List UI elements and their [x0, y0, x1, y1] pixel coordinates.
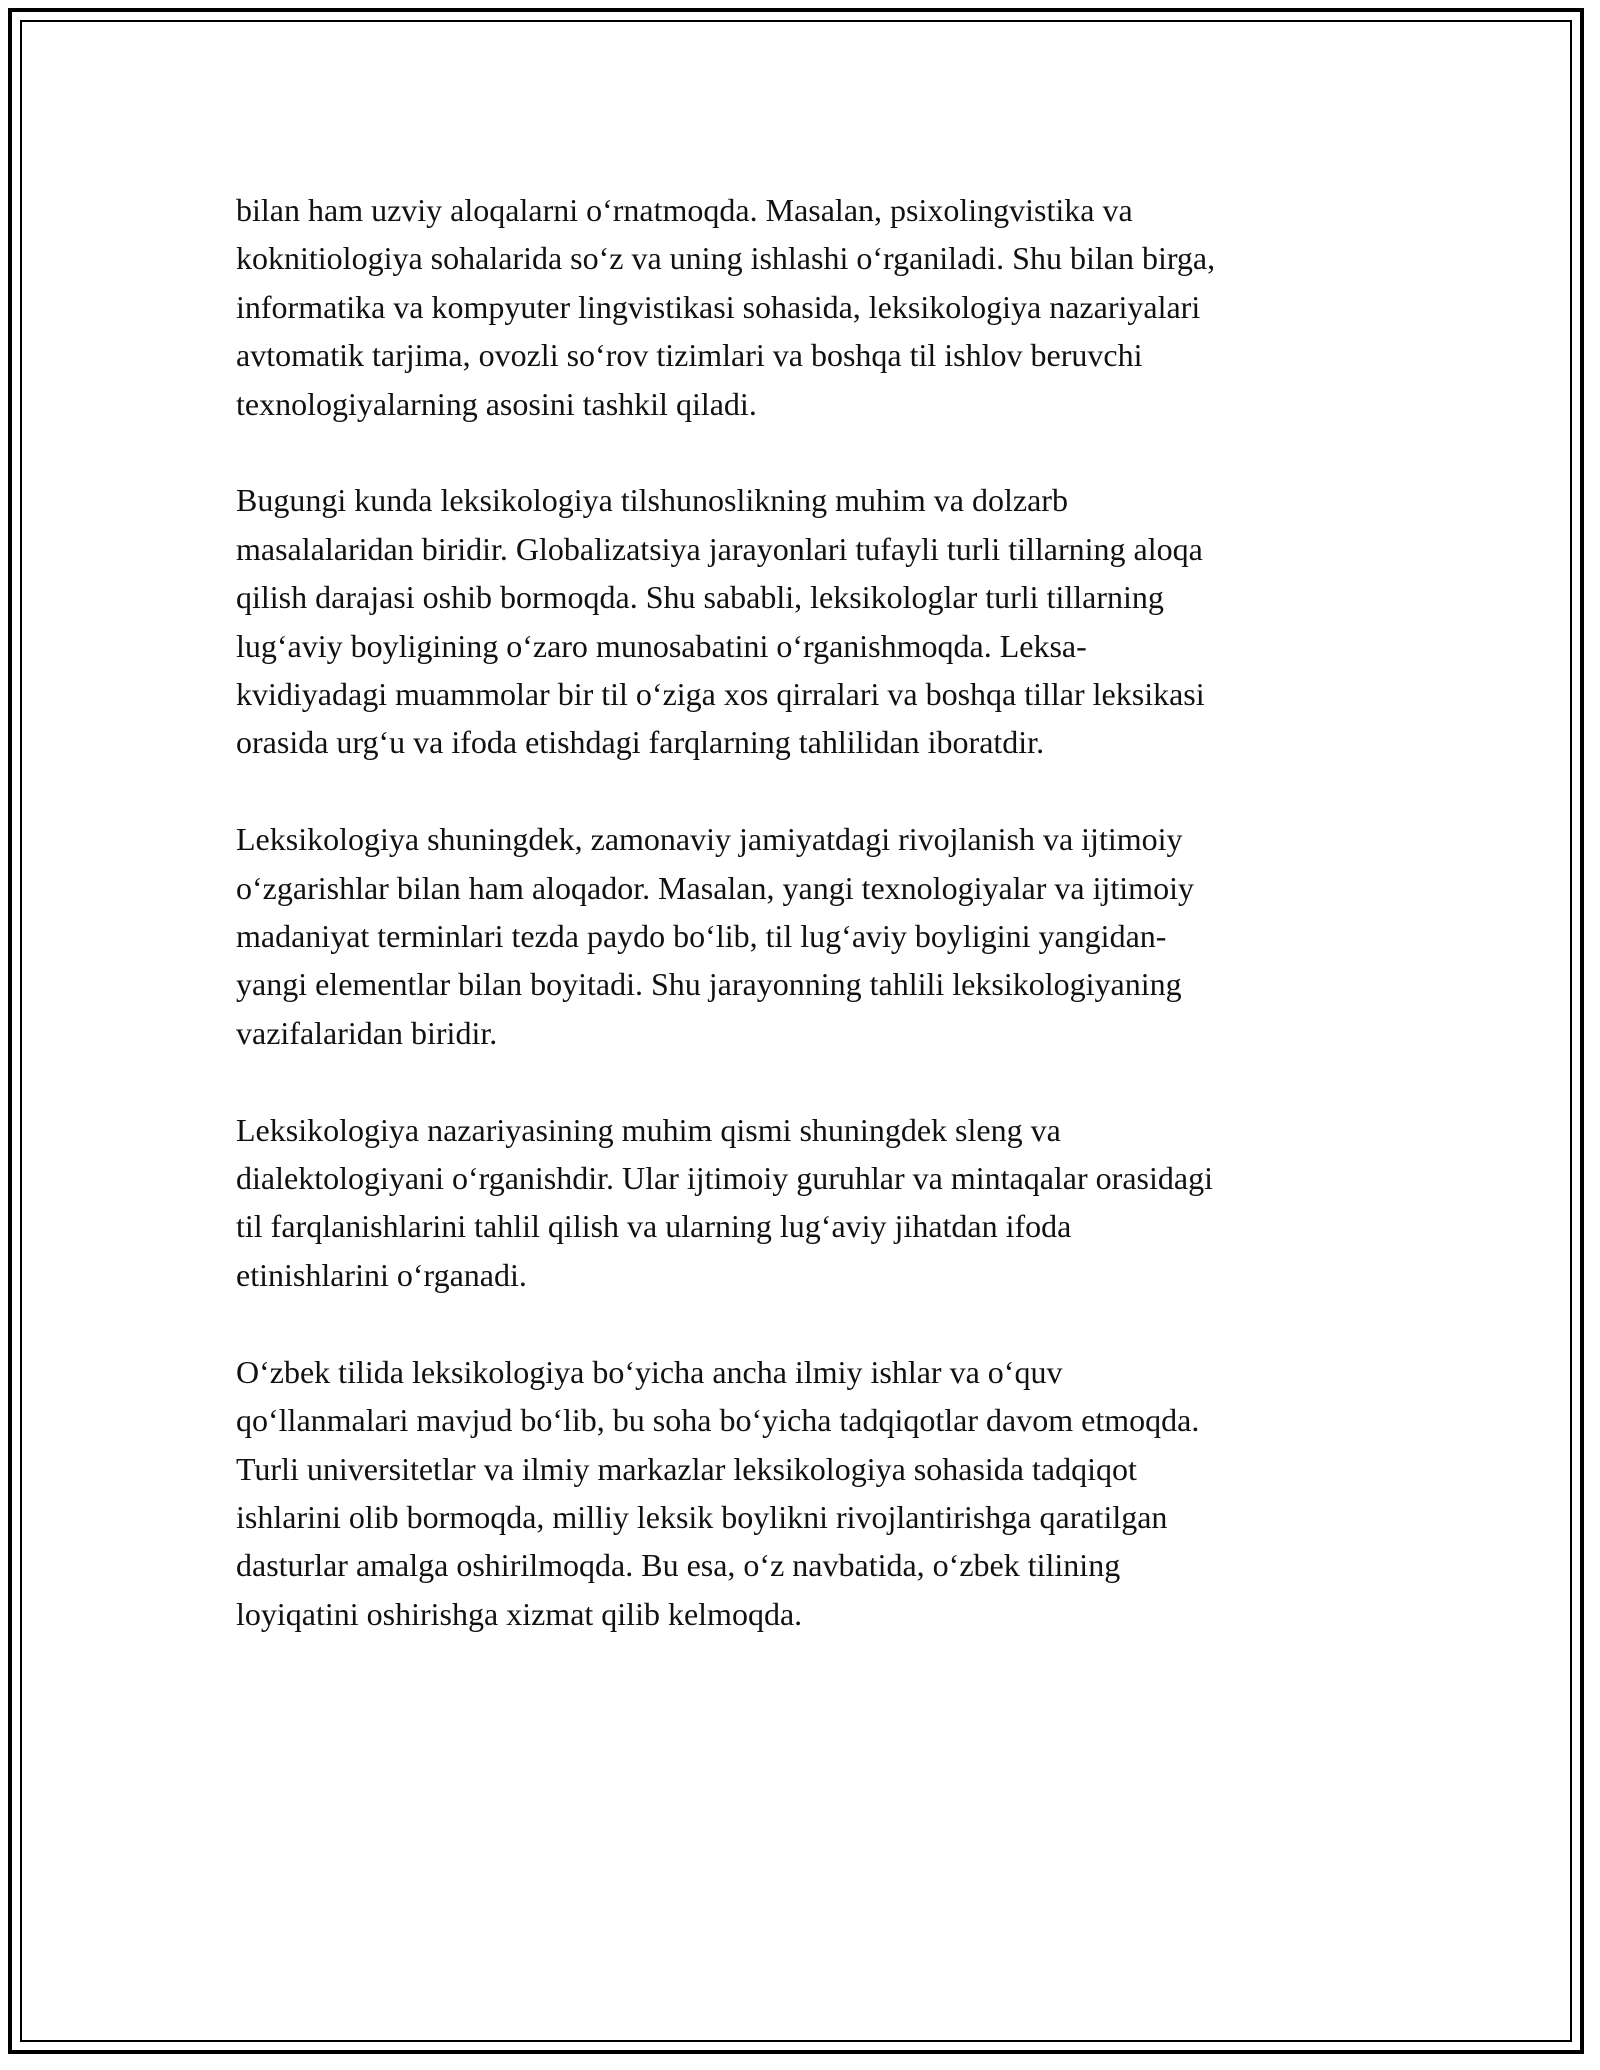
text-line: dasturlar amalga oshirilmoqda. Bu esa, oʻz navbatida, oʻzbek tilining [236, 1547, 1121, 1584]
text-line: qoʻllanmalari mavjud boʻlib, bu soha boʻyicha tadqiqotlar davom etmoqda. [236, 1402, 1200, 1439]
paragraph-5 [236, 1348, 1376, 1638]
text-line: Bugungi kunda leksikologiya tilshunoslikning muhim va dolzarb [236, 482, 1068, 519]
text-line: madaniyat terminlari tezda paydo boʻlib, til lugʻaviy boyligini yangidan- [236, 918, 1167, 955]
text-line: kvidiyadagi muammolar bir til oʻziga xos qirralari va boshqa tillar leksikasi [236, 676, 1205, 713]
text-line: vazifalaridan biridir. [236, 1014, 498, 1051]
text-line: dialektologiyani oʻrganishdir. Ular ijtimoiy guruhlar va mintaqalar orasidagi [236, 1160, 1213, 1197]
paragraph-4 [236, 1106, 1376, 1300]
paragraph-2 [236, 476, 1376, 766]
text-line: qilish darajasi oshib bormoqda. Shu sababli, leksikologlar turli tillarning [236, 579, 1164, 616]
text-line: etinishlarini oʻrganadi. [236, 1256, 527, 1293]
text-line: Leksikologiya shuningdek, zamonaviy jamiyatdagi rivojlanish va ijtimoiy [236, 821, 1183, 858]
text-line: orasida urgʻu va ifoda etishdagi farqlarning tahlilidan iboratdir. [236, 724, 1045, 761]
text-line: Leksikologiya nazariyasining muhim qismi shuningdek sleng va [236, 1111, 1061, 1148]
text-line: Turli universitetlar va ilmiy markazlar leksikologiya sohasida tadqiqot [236, 1450, 1137, 1487]
paragraph-3 [236, 815, 1376, 1057]
text-line: ishlarini olib bormoqda, milliy leksik boylikni rivojlantirishga qaratilgan [236, 1498, 1168, 1535]
text-line: lugʻaviy boyligining oʻzaro munosabatini oʻrganishmoqda. Leksa- [236, 627, 1087, 664]
text-line: masalalaridan biridir. Globalizatsiya jarayonlari tufayli turli tillarning aloqa [236, 530, 1203, 567]
text-line: informatika va kompyuter lingvistikasi sohasida, leksikologiya nazariyalari [236, 288, 1201, 325]
text-line: bilan ham uzviy aloqalarni oʻrnatmoqda. Masalan, psixolingvistika va [236, 192, 1133, 228]
text-line: loyiqatini oshirishga xizmat qilib kelmoqda. [236, 1595, 803, 1632]
paragraph-1 [236, 186, 1376, 428]
text-line: Oʻzbek tilida leksikologiya boʻyicha ancha ilmiy ishlar va oʻquv [236, 1353, 1063, 1390]
document-body [236, 186, 1376, 1638]
text-line: yangi elementlar bilan boyitadi. Shu jarayonning tahlili leksikologiyaning [236, 966, 1182, 1003]
text-line: oʻzgarishlar bilan ham aloqador. Masalan, yangi texnologiyalar va ijtimoiy [236, 869, 1194, 906]
text-line: avtomatik tarjima, ovozli soʻrov tizimlari va boshqa til ishlov beruvchi [236, 337, 1143, 374]
text-line: til farqlanishlarini tahlil qilish va ularning lugʻaviy jihatdan ifoda [236, 1208, 1072, 1245]
text-line: koknitiologiya sohalarida soʻz va uning ishlashi oʻrganiladi. Shu bilan birga, [236, 240, 1216, 277]
text-line: texnologiyalarning asosini tashkil qiladi. [236, 385, 757, 422]
